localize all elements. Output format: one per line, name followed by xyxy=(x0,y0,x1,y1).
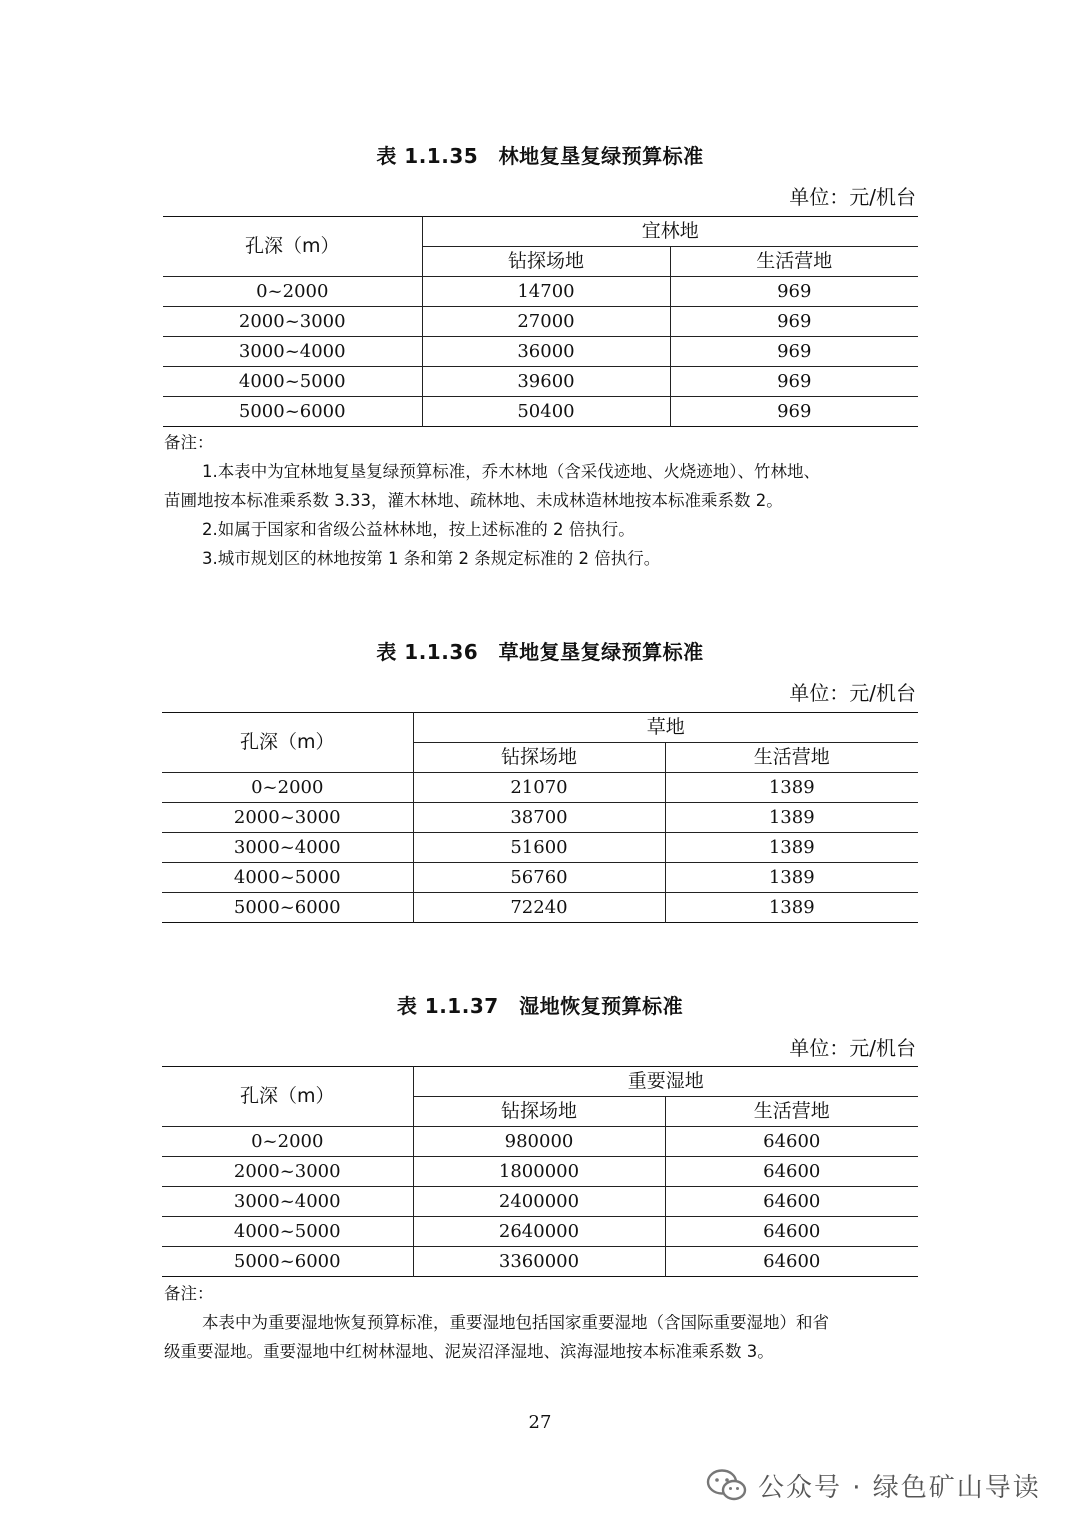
depth-cell: 0~2000 xyxy=(162,1127,413,1157)
table-title: 表 1.1.36 草地复垦复绿预算标准 xyxy=(376,640,704,664)
value-cell: 3360000 xyxy=(413,1247,665,1277)
column-header: 生活营地 xyxy=(665,1097,918,1127)
value-cell: 56760 xyxy=(413,863,665,893)
value-cell: 1389 xyxy=(665,893,918,923)
depth-cell: 5000~6000 xyxy=(162,893,413,923)
value-cell: 969 xyxy=(670,307,918,337)
notes-label: 备注： xyxy=(164,433,214,452)
wechat-icon xyxy=(706,1468,748,1502)
value-cell: 1389 xyxy=(665,803,918,833)
depth-cell: 4000~5000 xyxy=(163,367,422,397)
row-header: 孔深（m） xyxy=(162,1067,413,1127)
unit-label: 单位：元/机台 xyxy=(789,185,916,209)
table-row xyxy=(163,397,918,427)
table-row xyxy=(162,1247,918,1277)
value-cell: 39600 xyxy=(422,367,670,397)
value-cell: 1389 xyxy=(665,863,918,893)
table-row xyxy=(163,367,918,397)
group-header: 宜林地 xyxy=(422,217,918,247)
depth-cell: 3000~4000 xyxy=(162,833,413,863)
table-row xyxy=(163,337,918,367)
note-line: 苗圃地按本标准乘系数 3.33，灌木林地、疏林地、未成林造林地按本标准乘系数 2。 xyxy=(164,491,783,510)
group-header: 重要湿地 xyxy=(413,1067,918,1097)
table-row xyxy=(162,1127,918,1157)
depth-cell: 2000~3000 xyxy=(162,1157,413,1187)
value-cell: 64600 xyxy=(665,1247,918,1277)
note-line: 级重要湿地。重要湿地中红树林湿地、泥炭沼泽湿地、滨海湿地按本标准乘系数 3。 xyxy=(164,1342,774,1361)
value-cell: 1800000 xyxy=(413,1157,665,1187)
depth-cell: 3000~4000 xyxy=(162,1187,413,1217)
forest-budget-table xyxy=(163,216,918,427)
table-title: 表 1.1.37 湿地恢复预算标准 xyxy=(396,994,684,1018)
table-title: 表 1.1.35 林地复垦复绿预算标准 xyxy=(376,144,704,168)
value-cell: 64600 xyxy=(665,1217,918,1247)
value-cell: 969 xyxy=(670,367,918,397)
table-row xyxy=(163,277,918,307)
group-header: 草地 xyxy=(413,713,918,743)
notes-label: 备注： xyxy=(164,1284,214,1303)
depth-cell: 5000~6000 xyxy=(162,1247,413,1277)
grassland-budget-table xyxy=(162,712,918,923)
table-notes xyxy=(164,1279,918,1366)
table-row xyxy=(163,307,918,337)
value-cell: 64600 xyxy=(665,1127,918,1157)
value-cell: 969 xyxy=(670,397,918,427)
note-line: 3.城市规划区的林地按第 1 条和第 2 条规定标准的 2 倍执行。 xyxy=(202,549,661,568)
depth-cell: 2000~3000 xyxy=(163,307,422,337)
depth-cell: 0~2000 xyxy=(163,277,422,307)
value-cell: 969 xyxy=(670,337,918,367)
value-cell: 36000 xyxy=(422,337,670,367)
note-line: 2.如属于国家和省级公益林林地，按上述标准的 2 倍执行。 xyxy=(202,520,635,539)
value-cell: 64600 xyxy=(665,1157,918,1187)
value-cell: 2640000 xyxy=(413,1217,665,1247)
value-cell: 14700 xyxy=(422,277,670,307)
value-cell: 2400000 xyxy=(413,1187,665,1217)
table-row xyxy=(162,803,918,833)
depth-cell: 3000~4000 xyxy=(163,337,422,367)
value-cell: 980000 xyxy=(413,1127,665,1157)
note-line: 1.本表中为宜林地复垦复绿预算标准，乔木林地（含采伐迹地、火烧迹地）、竹林地、 xyxy=(202,462,820,481)
value-cell: 1389 xyxy=(665,833,918,863)
column-header: 生活营地 xyxy=(670,247,918,277)
row-header: 孔深（m） xyxy=(163,217,422,277)
value-cell: 51600 xyxy=(413,833,665,863)
table-row xyxy=(162,773,918,803)
depth-cell: 2000~3000 xyxy=(162,803,413,833)
column-header: 钻探场地 xyxy=(413,1097,665,1127)
value-cell: 969 xyxy=(670,277,918,307)
value-cell: 1389 xyxy=(665,773,918,803)
value-cell: 64600 xyxy=(665,1187,918,1217)
value-cell: 50400 xyxy=(422,397,670,427)
column-header: 钻探场地 xyxy=(422,247,670,277)
row-header: 孔深（m） xyxy=(162,713,413,773)
unit-label: 单位：元/机台 xyxy=(789,1036,916,1060)
depth-cell: 4000~5000 xyxy=(162,863,413,893)
value-cell: 21070 xyxy=(413,773,665,803)
depth-cell: 5000~6000 xyxy=(163,397,422,427)
table-notes xyxy=(164,428,918,573)
column-header: 钻探场地 xyxy=(413,743,665,773)
depth-cell: 4000~5000 xyxy=(162,1217,413,1247)
watermark xyxy=(706,1465,1041,1505)
table-row xyxy=(162,1157,918,1187)
table-row xyxy=(162,893,918,923)
value-cell: 38700 xyxy=(413,803,665,833)
table-row xyxy=(162,863,918,893)
value-cell: 27000 xyxy=(422,307,670,337)
watermark-text: 公众号 · 绿色矿山导读 xyxy=(758,1472,1041,1503)
note-line: 本表中为重要湿地恢复预算标准，重要湿地包括国家重要湿地（含国际重要湿地）和省 xyxy=(202,1313,829,1332)
page-number: 27 xyxy=(528,1412,552,1433)
depth-cell: 0~2000 xyxy=(162,773,413,803)
value-cell: 72240 xyxy=(413,893,665,923)
table-row xyxy=(162,1217,918,1247)
unit-label: 单位：元/机台 xyxy=(789,681,916,705)
table-row xyxy=(162,1187,918,1217)
column-header: 生活营地 xyxy=(665,743,918,773)
table-row xyxy=(162,833,918,863)
wetland-budget-table xyxy=(162,1066,918,1277)
